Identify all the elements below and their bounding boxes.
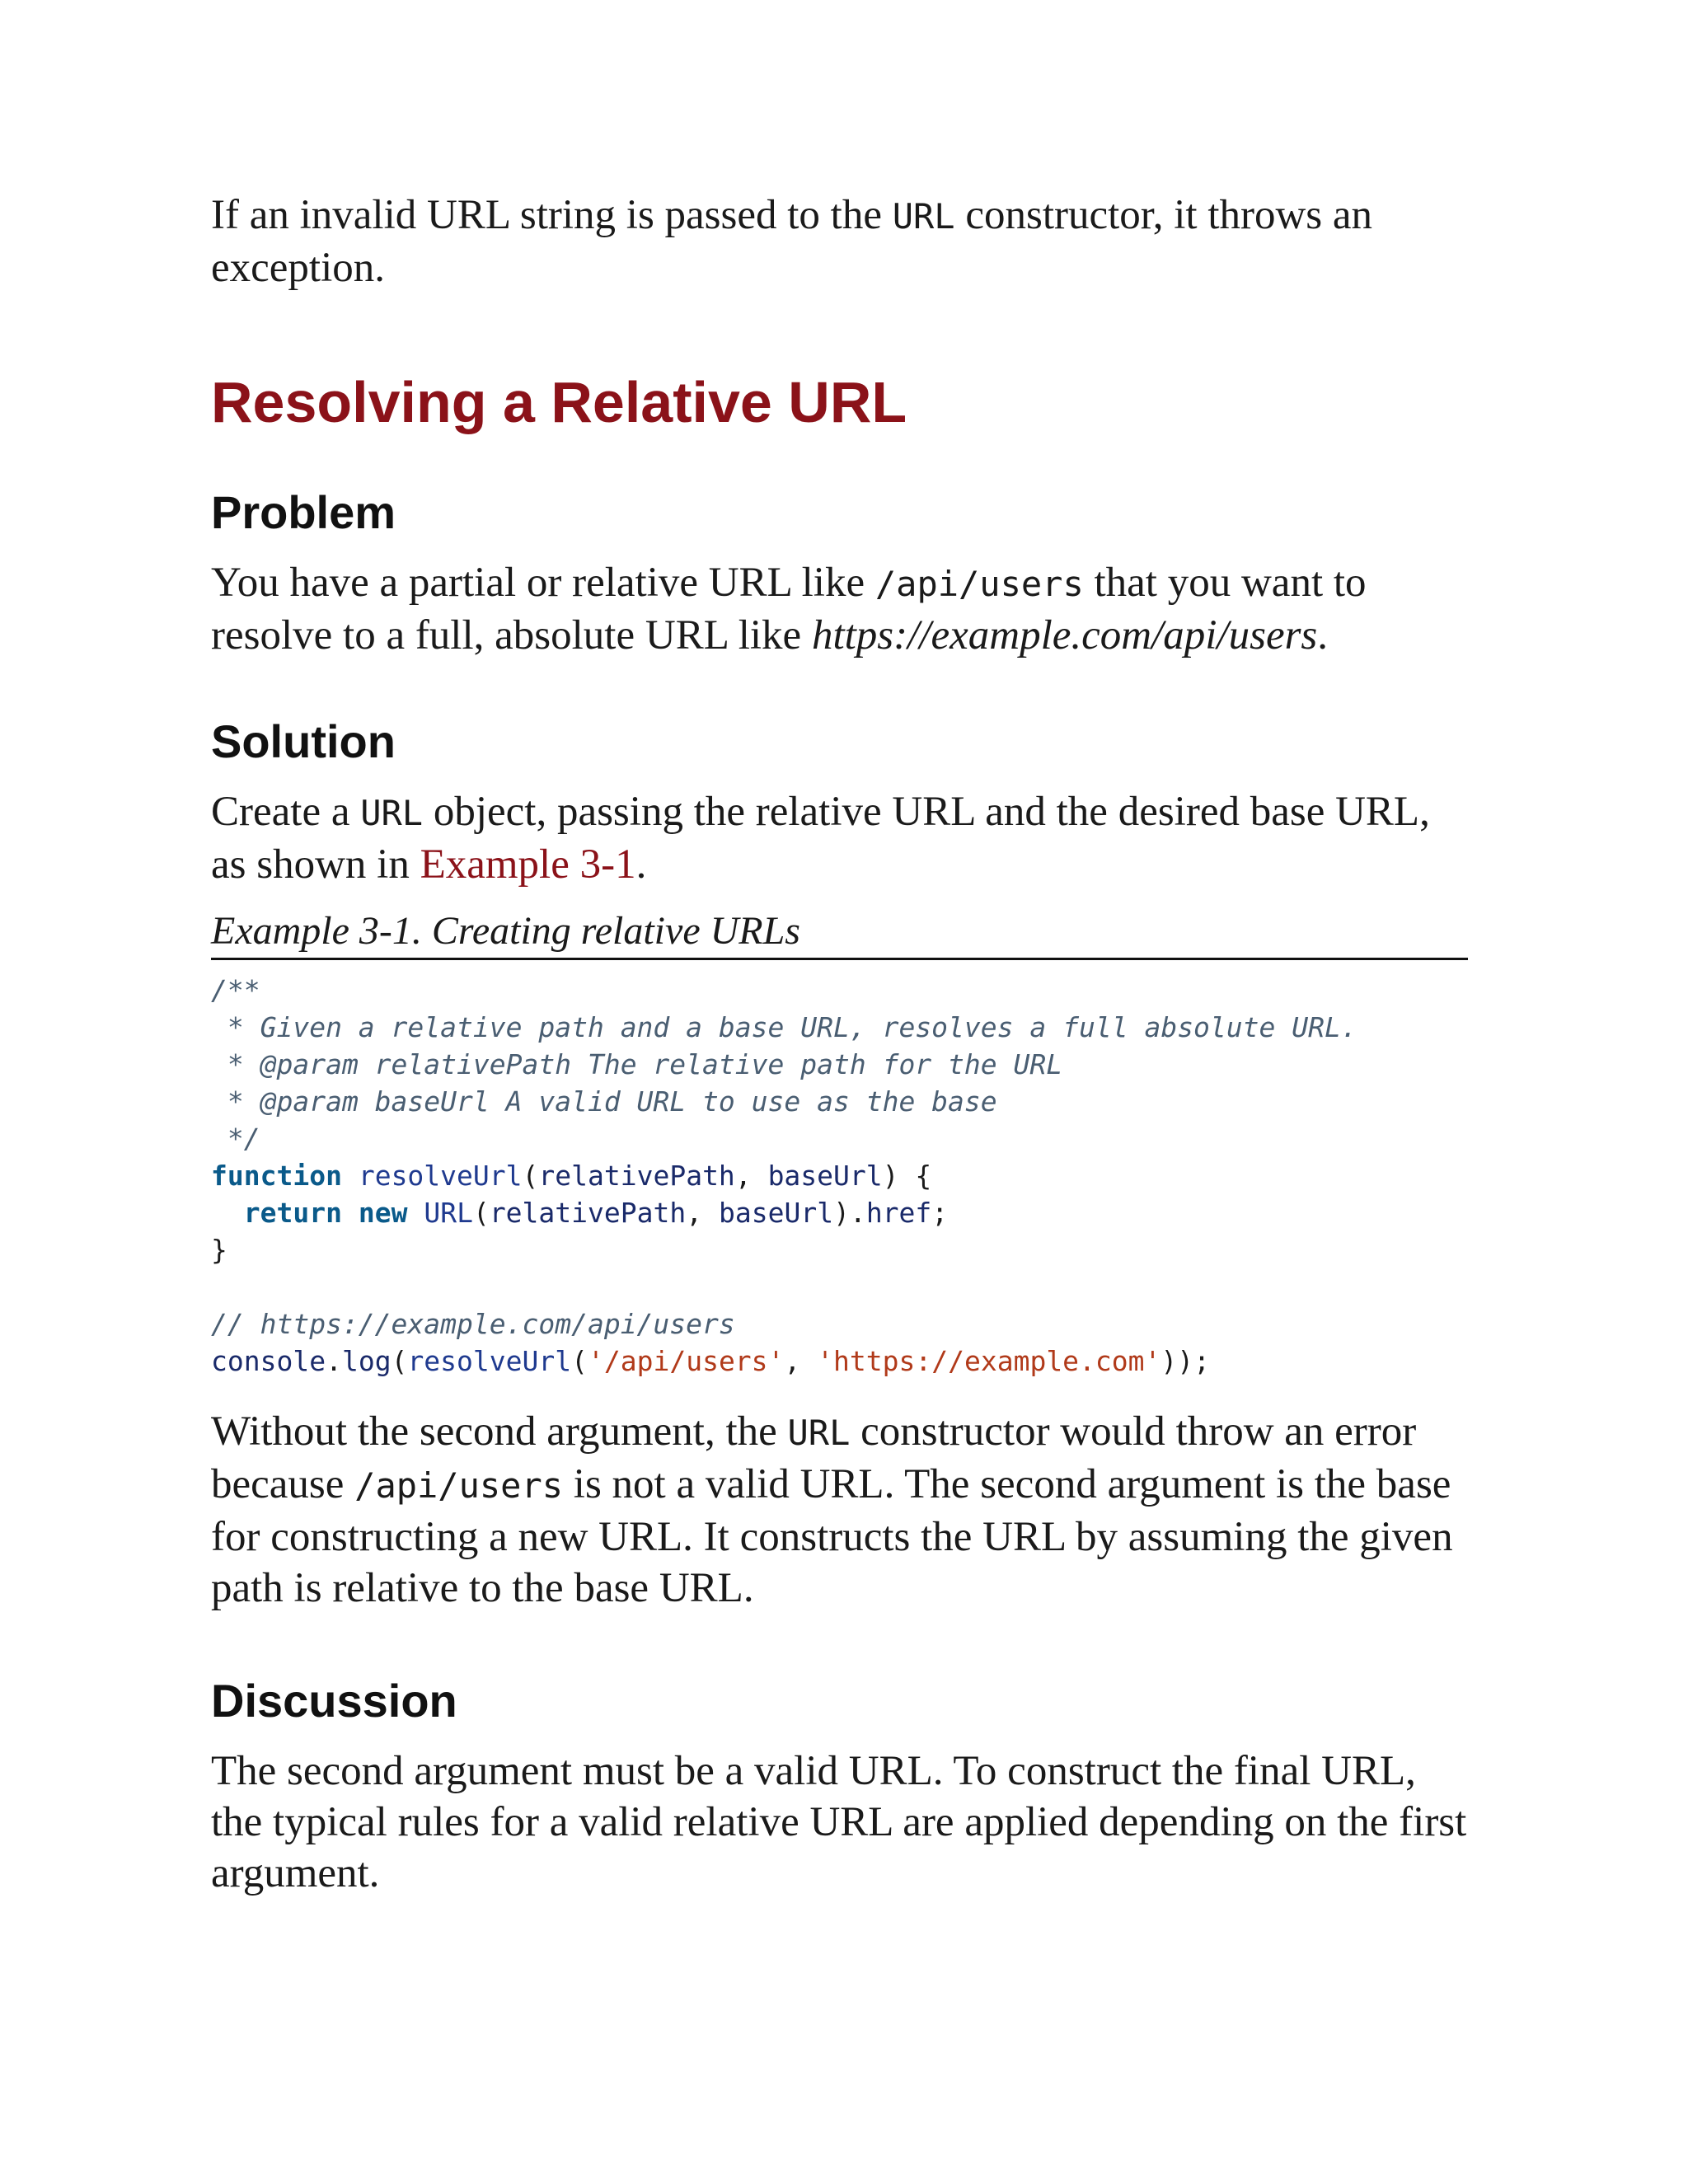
code-string: '/api/users' xyxy=(588,1345,785,1377)
intro-code-url: URL xyxy=(892,196,955,237)
code-function-name: resolveUrl xyxy=(358,1160,523,1192)
code-constructor: URL xyxy=(424,1197,473,1229)
problem-example-url: https://example.com/api/users xyxy=(811,612,1318,658)
code-block: /** * Given a relative path and a base URL, resolves a full absolute URL. * @param relativePath The relative path for the URL * @param baseUrl A valid URL to use as the base */ function resolveUrl(relativePath, baseUrl) { return new URL(relativePath, baseUrl).href; } // https://example.com/api/users console.log(resolveUrl('/api/users', 'https://example.com')); xyxy=(211,974,1357,1377)
code-comment-line: * @param baseUrl A valid URL to use as the base xyxy=(211,1085,997,1118)
problem-text-3: . xyxy=(1317,612,1329,658)
problem-heading: Problem xyxy=(211,486,396,538)
code-call: resolveUrl xyxy=(407,1345,572,1377)
explanation-code-1: URL xyxy=(787,1413,851,1453)
problem-text-2: that you want to resolve to a full, absolute URL like xyxy=(211,560,1367,658)
discussion-heading: Discussion xyxy=(211,1675,457,1727)
example-caption: Example 3-1. Creating relative URLs xyxy=(211,908,1468,960)
solution-text-1: Create a xyxy=(211,789,361,835)
code-property: href xyxy=(865,1197,932,1229)
code-comment-close: */ xyxy=(211,1122,260,1155)
code-string: 'https://example.com' xyxy=(817,1345,1161,1377)
code-result-comment: // https://example.com/api/users xyxy=(211,1308,735,1340)
page-content xyxy=(211,190,1468,1899)
explanation-paragraph xyxy=(211,1406,1468,1614)
code-comment-line: * @param relativePath The relative path for the URL xyxy=(211,1048,1063,1080)
code-keyword: function xyxy=(211,1160,342,1192)
solution-code: URL xyxy=(360,793,424,833)
code-param: relativePath xyxy=(538,1160,735,1192)
explanation-text-3: is not a valid URL. The second argument is the base for constructing a new URL. It constructs the URL by assuming the given path is relative to the base URL. xyxy=(211,1461,1453,1611)
solution-text-2: object, passing the relative URL and the desired base URL, as shown in xyxy=(211,789,1430,888)
code-comment-open: /** xyxy=(211,974,260,1006)
intro-paragraph xyxy=(211,190,1468,293)
code-keyword: new xyxy=(358,1197,408,1229)
section-title: Resolving a Relative URL xyxy=(211,370,907,434)
problem-text-1: You have a partial or relative URL like xyxy=(211,560,875,606)
example-link[interactable]: Example 3-1 xyxy=(420,841,636,888)
explanation-code-2: /api/users xyxy=(354,1465,564,1506)
discussion-paragraph: The second argument must be a valid URL. To construct the final URL, the typical rules for a valid relative URL are applied depending on the first argument. xyxy=(211,1748,1467,1896)
solution-text-3: . xyxy=(635,841,647,888)
intro-text-1: If an invalid URL string is passed to the xyxy=(211,192,893,238)
explanation-text-2: constructor would throw an error because xyxy=(211,1408,1417,1507)
solution-paragraph xyxy=(211,786,1468,890)
code-console: console xyxy=(211,1345,326,1377)
code-log: log xyxy=(341,1345,392,1377)
explanation-text-1: Without the second argument, the xyxy=(211,1408,788,1455)
code-arg: relativePath xyxy=(489,1197,687,1229)
code-keyword: return xyxy=(243,1197,342,1229)
code-close-brace: } xyxy=(211,1234,227,1266)
intro-text-2: constructor, it throws an exception. xyxy=(211,192,1373,291)
code-comment-line: * Given a relative path and a base URL, resolves a full absolute URL. xyxy=(211,1011,1357,1043)
code-param: baseUrl xyxy=(767,1160,883,1192)
code-arg: baseUrl xyxy=(718,1197,834,1229)
problem-code: /api/users xyxy=(874,564,1084,604)
problem-paragraph xyxy=(211,557,1468,661)
solution-heading: Solution xyxy=(211,715,396,767)
